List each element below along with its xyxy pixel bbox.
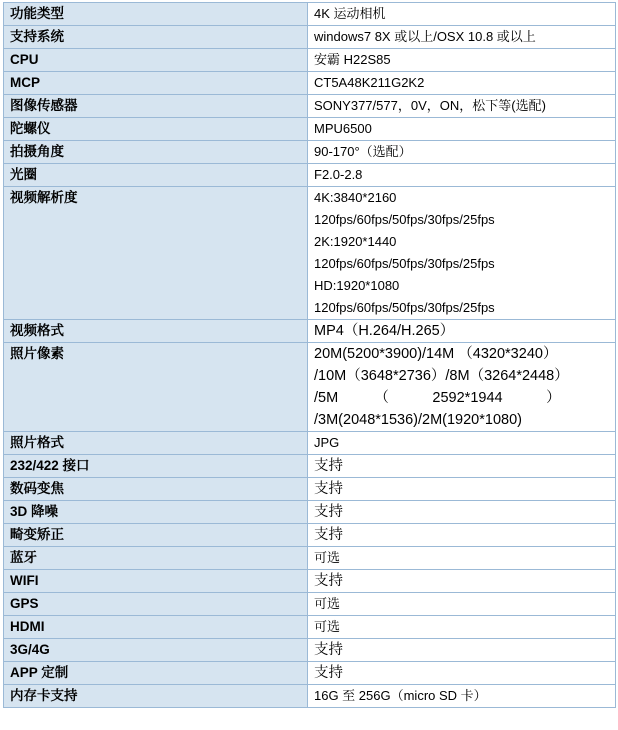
spec-value-line: 支持 — [314, 573, 343, 589]
spec-value — [308, 3, 616, 26]
table-row — [4, 26, 616, 49]
table-row — [4, 3, 616, 26]
spec-value-line: 支持 — [314, 665, 343, 681]
spec-label: 3G/4G — [4, 639, 308, 662]
spec-value — [308, 343, 616, 432]
spec-label: 232/422 接口 — [4, 455, 308, 478]
spec-value-line: 20M(5200*3900)/14M （4320*3240） — [314, 346, 558, 362]
spec-value — [308, 95, 616, 118]
spec-value-line: 120fps/60fps/50fps/30fps/25fps — [314, 300, 495, 315]
spec-value — [308, 432, 616, 455]
spec-value — [308, 616, 616, 639]
spec-table — [3, 2, 616, 708]
spec-label: WIFI — [4, 570, 308, 593]
spec-value — [308, 187, 616, 320]
spec-value-line: 120fps/60fps/50fps/30fps/25fps — [314, 212, 495, 227]
spec-value — [308, 524, 616, 547]
spec-table-body — [4, 3, 616, 708]
table-row — [4, 685, 616, 708]
table-row — [4, 432, 616, 455]
table-row — [4, 501, 616, 524]
spec-value — [308, 320, 616, 343]
spec-value-line: 安霸 H22S85 — [314, 52, 391, 67]
table-row — [4, 616, 616, 639]
spec-value — [308, 685, 616, 708]
spec-label: 数码变焦 — [4, 478, 308, 501]
spec-value-line: 支持 — [314, 458, 343, 474]
spec-value — [308, 547, 616, 570]
spec-value-line: HD:1920*1080 — [314, 278, 400, 293]
spec-value-line: /10M（3648*2736）/8M（3264*2448） — [314, 368, 569, 384]
spec-value-line: 4K:3840*2160 — [314, 190, 397, 205]
spec-value — [308, 593, 616, 616]
table-row — [4, 524, 616, 547]
spec-label: GPS — [4, 593, 308, 616]
spec-label: MCP — [4, 72, 308, 95]
spec-value — [308, 478, 616, 501]
spec-label: CPU — [4, 49, 308, 72]
spec-label: 3D 降噪 — [4, 501, 308, 524]
spec-value-line: MPU6500 — [314, 121, 372, 136]
spec-label: 拍摄角度 — [4, 141, 308, 164]
spec-value-line: 90-170°（选配） — [314, 144, 412, 159]
spec-label: APP 定制 — [4, 662, 308, 685]
spec-value-line: 4K 运动相机 — [314, 6, 386, 21]
table-row — [4, 95, 616, 118]
spec-label: 蓝牙 — [4, 547, 308, 570]
table-row — [4, 662, 616, 685]
spec-label: 畸变矫正 — [4, 524, 308, 547]
spec-value-line: 16G 至 256G（micro SD 卡） — [314, 688, 487, 703]
spec-label: HDMI — [4, 616, 308, 639]
spec-value — [308, 662, 616, 685]
spec-value-line: JPG — [314, 435, 340, 450]
spec-value — [308, 455, 616, 478]
table-row — [4, 164, 616, 187]
spec-value — [308, 49, 616, 72]
spec-label: 光圈 — [4, 164, 308, 187]
spec-label: 陀螺仪 — [4, 118, 308, 141]
spec-label: 照片像素 — [4, 343, 308, 432]
spec-value — [308, 501, 616, 524]
table-row — [4, 141, 616, 164]
spec-label: 视频解析度 — [4, 187, 308, 320]
table-row — [4, 478, 616, 501]
table-row — [4, 343, 616, 432]
spec-value-line: 支持 — [314, 504, 343, 520]
spec-value-line: windows7 8X 或以上/OSX 10.8 或以上 — [314, 29, 536, 44]
table-row — [4, 639, 616, 662]
spec-value-line: SONY377/577，0V，ON，松下等(选配) — [314, 98, 546, 113]
spec-value-line: 2K:1920*1440 — [314, 234, 397, 249]
table-row — [4, 118, 616, 141]
table-row — [4, 187, 616, 320]
spec-value — [308, 118, 616, 141]
table-row — [4, 593, 616, 616]
spec-value — [308, 164, 616, 187]
spec-value — [308, 570, 616, 593]
spec-value-line: MP4（H.264/H.265） — [314, 323, 455, 339]
spec-value — [308, 639, 616, 662]
spec-label: 功能类型 — [4, 3, 308, 26]
spec-label: 照片格式 — [4, 432, 308, 455]
spec-value-line: 可选 — [314, 619, 341, 634]
spec-label: 内存卡支持 — [4, 685, 308, 708]
table-row — [4, 570, 616, 593]
spec-value — [308, 141, 616, 164]
spec-label: 支持系统 — [4, 26, 308, 49]
table-row — [4, 49, 616, 72]
spec-value-line: 120fps/60fps/50fps/30fps/25fps — [314, 256, 495, 271]
table-row — [4, 455, 616, 478]
spec-value — [308, 26, 616, 49]
spec-value-line: 支持 — [314, 481, 343, 497]
spec-value-line: CT5A48K211G2K2 — [314, 75, 425, 90]
table-row — [4, 320, 616, 343]
spec-value-line: 支持 — [314, 527, 343, 543]
spec-value-line: /5M （ 2592*1944 ） — [314, 390, 561, 406]
spec-label: 视频格式 — [4, 320, 308, 343]
spec-value-line: /3M(2048*1536)/2M(1920*1080) — [314, 412, 522, 428]
spec-value-line: F2.0-2.8 — [314, 167, 363, 182]
spec-value-line: 可选 — [314, 550, 341, 565]
table-row — [4, 547, 616, 570]
spec-label: 图像传感器 — [4, 95, 308, 118]
spec-value-line: 支持 — [314, 642, 343, 658]
spec-value — [308, 72, 616, 95]
table-row — [4, 72, 616, 95]
spec-value-line: 可选 — [314, 596, 341, 611]
